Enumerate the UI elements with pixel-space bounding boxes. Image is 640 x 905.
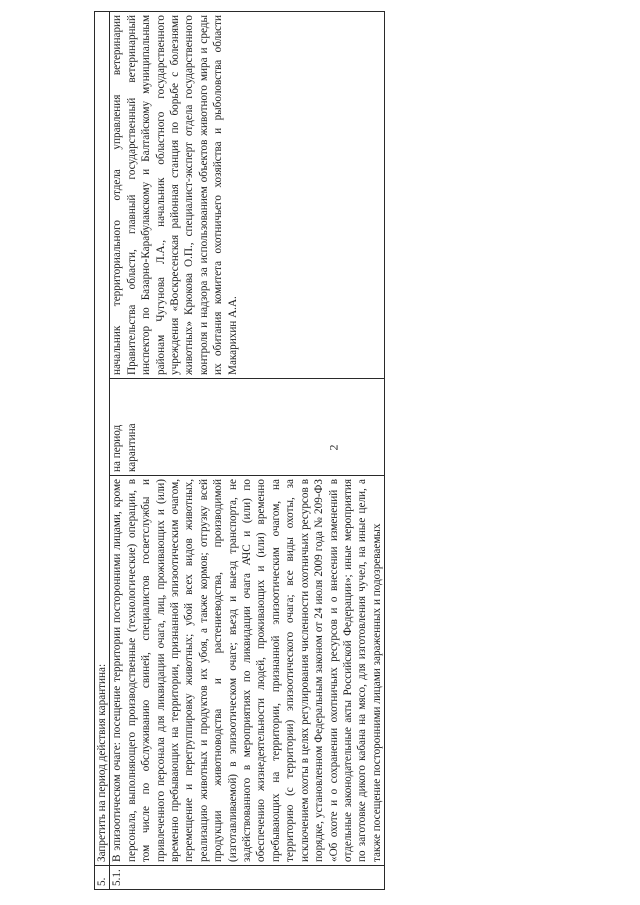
page-number: 2 [326, 444, 341, 451]
responsible-cell: начальник территориального отдела управления ветеринарии Правительства области, главный государственный ветеринарный инспектор по Базарно-Карабулакскому и Балтайскому муниципальным районам Чугунова Л.А., начальник областного государственного учреждения «Воскресенская районная станция по борьбе с болезнями животных» Крюкова О.П., специалист-эксперт отдела государственного контроля и надзора за использованием объектов животного мира и среды их обитания комитета охотничьего хозяйства и рыболовства области Макарихин А.А. [110, 11, 385, 378]
table-row [110, 11, 385, 889]
section-title: Запретить на период действия карантина: [95, 11, 110, 865]
section-number: 5. [95, 866, 110, 890]
quarantine-measures-table [94, 11, 385, 890]
measure-cell: В эпизоотическом очаге: посещение территории посторонними лицами, кроме персонала, выполняющего производственные (технологические) операции, в том числе по обслуживанию свиней, специалистов госветслужбы и привлеченного персонала для ликвидации очага, лиц, проживающих и (или) временно пребывающих на территории, признанной эпизоотическим очагом, перемещение и перегруппировку животных; убой всех видов животных, реализацию животных и продуктов их убоя, а также кормов; отгрузку всей продукции животноводства и растениеводства, производимой (изготавливаемой) в эпизоотическом очаге; въезд и выезд транспорта, не задействованного в мероприятиях по ликвидации очага АЧС и (или) по обеспечению жизнедеятельности людей, проживающих и (или) временно пребывающих на территории, признанной эпизоотическим очагом, на территорию (с территории) эпизоотического очага; все виды охоты, за исключением охоты в целях регулирования численности охотничьих ресурсов в порядке, установленном Федеральным законом от 24 июля 2009 года № 209-ФЗ «Об охоте и о сохранении охотничьих ресурсов и о внесении изменений в отдельные законодательные акты Российской Федерации»; иные мероприятия по заготовке дикого кабана на мясо, для изготовления чучел, на иные цели, а также посещение посторонними лицами зараженных и подозреваемых [110, 476, 385, 866]
row-number: 5.1. [110, 866, 385, 890]
rotated-table-area [94, 12, 619, 890]
period-cell: на период карантина [110, 379, 385, 476]
table-row-section-header [95, 11, 110, 889]
